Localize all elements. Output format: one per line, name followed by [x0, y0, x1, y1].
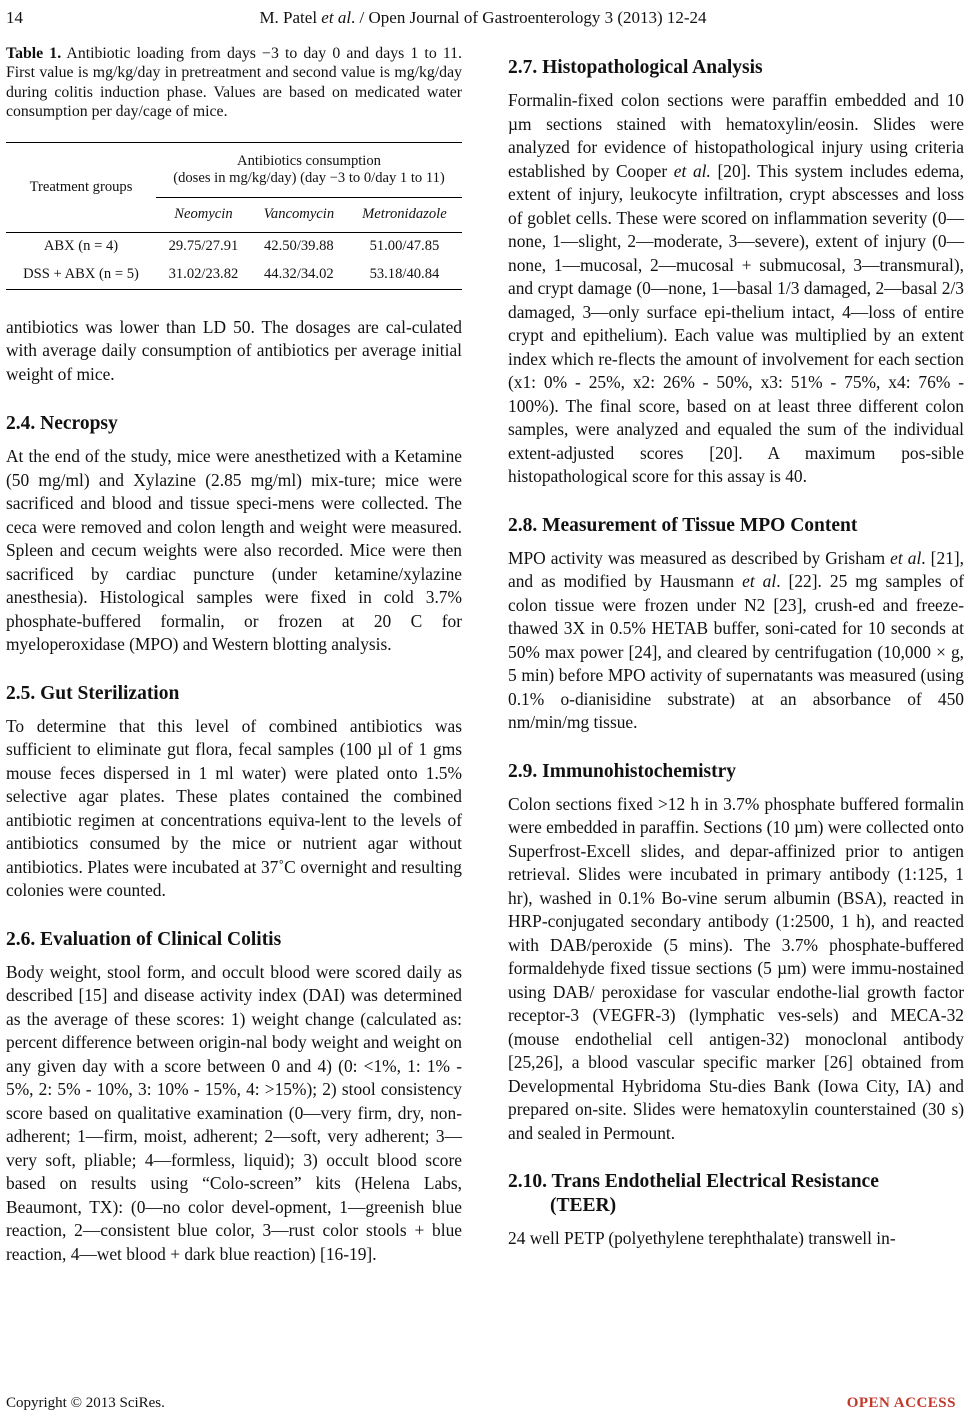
- right-column: [508, 40, 964, 1251]
- cell-value: 31.02/23.82: [156, 261, 251, 290]
- histopathological-paragraph: [508, 89, 964, 489]
- mpo-etal-1: et al: [890, 547, 922, 568]
- section-heading-histopathological: 2.7. Histopathological Analysis: [508, 57, 763, 78]
- running-title-authors: M. Patel: [259, 8, 322, 27]
- running-title-etal: et al: [321, 8, 352, 27]
- row-group: DSS + ABX (n = 5): [6, 261, 156, 290]
- running-title-journal: . / Open Journal of Gastroenterology 3 (2013) 12-24: [351, 8, 707, 27]
- teer-paragraph: 24 well PETP (polyethylene terephthalate) transwell in-: [508, 1228, 896, 1248]
- open-access-label: OPEN ACCESS: [846, 1395, 956, 1411]
- cell-value: 29.75/27.91: [168, 237, 239, 254]
- left-column: [6, 40, 462, 1266]
- table-row: [6, 232, 462, 261]
- drug-metronidazole: Metronidazole: [347, 197, 462, 232]
- mpo-text-a: MPO activity was measured as described by Grisham: [508, 547, 891, 568]
- section-heading-gut-sterilization: 2.5. Gut Sterilization: [6, 682, 180, 704]
- histo-text-b: [20]. This system includes edema, extent of injury, leukocyte infiltration, crypt abscesses and loss of goblet cells. These were scored on inflammation severity (0—none, 1—slight, 2—moderate, 3—severe), extent of injury (0—none, 1—mucosal, 2—mucosal + submucosal, 3—transmural), and crypt damage (0—none, 1—basal 1/3 damaged, 2—basal 2/3 damaged, 3—only surface epi-thelium intact, 4—loss of entire crypt and epithelium). Each value was multiplied by an extent index which re-flects the amount of involvement for each section (x1: 0% - 25%, x2: 26% - 50%, x3: 51% - 75%, x4: 76% - 100%). The final score, based on at least three different colon samples, were analyzed and equaled the sum of the individual extent-adjusted scores [20]. A maximum pos-sible histopathological score for this assay is 40.: [508, 160, 965, 486]
- running-header: [0, 8, 966, 34]
- clinical-colitis-paragraph: Body weight, stool form, and occult blood were scored daily as described [15] and disease activity index (DAI) was determined as the average of these scores: 1) weight change (calculated as: percent difference between origin-nal body weight and weight on any given day with a score between 0 and 4) (0: <1%, 1: 1% - 5%, 2: 5% - 10%, 3: 10% - 15%, 4: >15%); 2) stool consistency score based on qualitative examination (0—very firm, dry, non-adherent; 1—firm, moist, adherent; 2—soft, very adherent; 3—very soft, pliable; 4—formless, liquid); 3) occult blood score based on results using “Colo-screen” kits (Helena Labs, Beaumont, TX): (0—no color devel-opment, 1—greenish blue reaction, 2—consistent blue color, 3—rust color stools + blue reaction, 4—wet blood + dark blue reaction) [16-19].: [6, 961, 462, 1264]
- table-caption-text: Antibiotic loading from days −3 to day 0 and days 1 to 11. First value is mg/kg/day in pretreatment and second value is mg/kg/day during colitis induction phase. Values are based on medicated water consumption per day/cage of mice.: [6, 45, 463, 121]
- page-number: 14: [6, 8, 23, 27]
- treatment-groups-header: Treatment groups: [6, 142, 156, 232]
- cell-value: 51.00/47.85: [369, 237, 440, 254]
- mpo-text-c: . [22]. 25 mg samples of colon tissue were frozen under N2 [23], crush-ed and freeze-thawed 3X in 0.5% HETAB buffer, soni-cated for 10 seconds at 50% max power [24], and cleared by centrifugation (10,000 × g, 5 min) before MPO activity of supernatants was measured (using 0.1% o-dianisidine substrate) at an absorbance of 450 nm/min/mg tissue.: [508, 571, 964, 732]
- cell-value: 42.50/39.88: [264, 237, 334, 254]
- immunohistochemistry-paragraph: Colon sections fixed >12 h in 3.7% phosphate buffered formalin were embedded in paraffin. Sections (10 µm) were collected onto Superfrost-Excell slides, and depar-affinized prior to antigen retrieval. Slides were incubated in primary antibody (1:125, 1 hr), washed in 0.1% Bo-vine serum albumin (BSA), reacted in HRP-conjugated secondary antibody (1:2500, 1 h), and reacted with DAB/peroxide (5 mins). The 3.7% phosphate-buffered formaldehyde fixed tissue sections (5 µm) were immu-nostained using DAB/ peroxidase for vascular endothe-lial growth factor receptor-3 (VEGFR-3) (lymphatic ves-sels) and MECA-32 (mouse endothelial cell antigen-32) monoclonal antibody [25,26], a blood vascular specific marker [26] obtained from Developmental Hybridoma Stu-dies Bank (Iowa City, IA) and prepared on-site. Slides were hematoxylin counterstained (30 s) and sealed in Permount.: [508, 793, 964, 1143]
- histo-text-a: Formalin-fixed colon sections were paraffin embedded and 10 µm sections stained with hematoxylin/eosin. Slides were analyzed for evidence of histopathological injury using criteria established by Cooper: [508, 90, 964, 181]
- teer-title-line-1: 2.10. Trans Endothelial Electrical Resistance: [508, 1171, 879, 1192]
- drug-vancomycin: Vancomycin: [251, 197, 347, 232]
- table-caption: [6, 44, 462, 122]
- header-line-1: Antibiotics consumption: [237, 152, 381, 169]
- section-heading-teer: [508, 1170, 964, 1218]
- antibiotics-consumption-header: [156, 142, 462, 197]
- section-heading-clinical-colitis: 2.6. Evaluation of Clinical Colitis: [6, 928, 282, 950]
- section-heading-necropsy: 2.4. Necropsy: [6, 413, 118, 435]
- intro-paragraph: antibiotics was lower than LD 50. The dosages are cal-culated with average daily consumption of antibiotics per average initial weight of mice.: [6, 316, 462, 384]
- mpo-paragraph: [508, 547, 964, 735]
- histo-etal: et al.: [673, 160, 711, 181]
- running-title: [0, 8, 966, 28]
- row-group: ABX (n = 4): [43, 237, 119, 254]
- table-header-row: [6, 142, 462, 197]
- section-heading-mpo: 2.8. Measurement of Tissue MPO Content: [508, 514, 858, 536]
- page-footer: [0, 1395, 966, 1413]
- section-heading-immunohistochemistry: 2.9. Immunohistochemistry: [508, 760, 737, 782]
- mpo-etal-2: et al: [742, 571, 777, 591]
- necropsy-paragraph: At the end of the study, mice were anesthetized with a Ketamine (50 mg/ml) and Xylazine (2.85 mg/ml) mix-ture; mice were sacrificed and blood and tissue speci-mens were collected. The ceca were removed and colon length and weight were measured. Spleen and cecum weights were also recorded. Mice were then sacrificed by cardiac puncture (under ketamine/xylazine anesthesia). Histological samples were fixed in cold 3.7% phosphate-buffered formalin, or frozen at 20 C for myeloperoxidase (MPO) and Western blotting analysis.: [6, 446, 462, 655]
- mpo-text-b: . [21], and as modified by Hausmann: [508, 547, 964, 591]
- drug-neomycin: Neomycin: [156, 197, 251, 232]
- cell-value: 53.18/40.84: [347, 261, 462, 290]
- cell-value: 44.32/34.02: [251, 261, 347, 290]
- table-row: [6, 261, 462, 290]
- table-caption-label: Table 1.: [6, 45, 62, 62]
- teer-title-line-2: (TEER): [550, 1195, 617, 1216]
- antibiotic-table: [6, 142, 462, 290]
- gut-sterilization-paragraph: To determine that this level of combined antibiotics was sufficient to eliminate gut flora, fecal samples (100 µl of 1 gms mouse feces dispersed in 1 ml water) were plated onto 1.5% selective agar plates. These plates contained the combined antibiotic regimen at concentrations equiva-lent to the levels of antibiotics consumed by the mice or nutrient agar without antibiotics. Plates were incubated at 37˚C overnight and resulting colonies were counted.: [6, 715, 462, 901]
- copyright-text: Copyright © 2013 SciRes.: [6, 1395, 165, 1411]
- header-line-2: (doses in mg/kg/day) (day −3 to 0/day 1 to 11): [173, 169, 445, 186]
